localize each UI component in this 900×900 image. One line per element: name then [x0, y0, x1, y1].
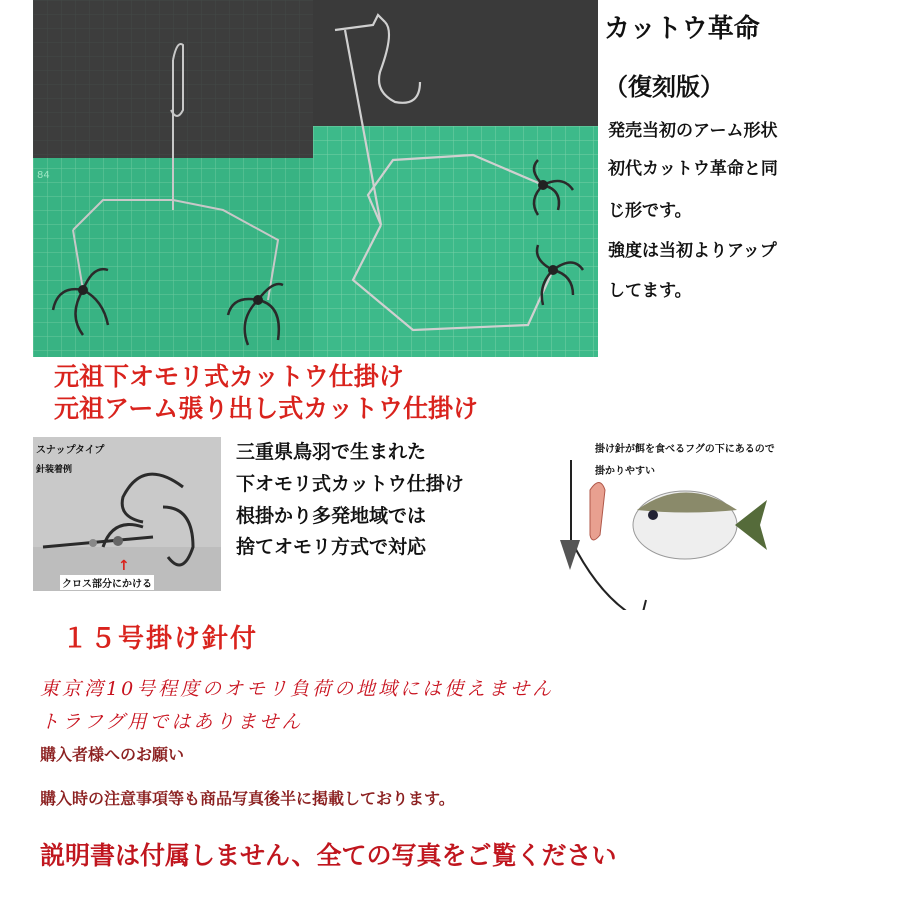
cross-part-label: クロス部分にかける: [60, 575, 154, 590]
product-desc-line: じ形です。: [608, 201, 692, 221]
origin-line: 捨てオモリ方式で対応: [236, 536, 427, 558]
headline-line-2: 元祖アーム張り出し式カットウ仕掛け: [54, 394, 479, 423]
origin-line: 三重県鳥羽で生まれた: [236, 441, 427, 463]
product-desc-line: 発売当初のアーム形状: [608, 121, 778, 141]
product-desc-line: してます。: [608, 281, 692, 301]
product-desc-line: 強度は当初よりアップ: [608, 241, 777, 261]
svg-text:84: 84: [37, 170, 50, 181]
product-photo-right: [313, 0, 598, 357]
arrow-icon: ↑: [118, 558, 130, 574]
hook-size-label: １５号掛け針付: [62, 624, 259, 654]
origin-line: 下オモリ式カットウ仕掛け: [236, 473, 464, 495]
purchase-heading: 購入者様へのお願い: [40, 745, 185, 764]
product-desc-line: 初代カットウ革命と同: [608, 159, 778, 179]
warning-line-1: 東京湾10号程度のオモリ負荷の地域には使えません: [40, 678, 555, 700]
headline-line-1: 元祖下オモリ式カットウ仕掛け: [54, 362, 404, 391]
fish-caption: 掛け針が餌を食べるフグの下にあるので: [595, 444, 775, 455]
product-edition: （復刻版）: [604, 73, 724, 101]
footer-notice: 説明書は付属しません、全ての写真をご覧ください: [40, 841, 617, 870]
fish-caption-sub: 掛かりやすい: [595, 466, 655, 477]
warning-line-2: トラフグ用ではありません: [40, 711, 304, 733]
shrimp-bait-icon: [590, 483, 605, 541]
product-photo-left: [33, 0, 313, 357]
fish-diagram: [555, 430, 815, 610]
product-title: カットウ革命: [604, 14, 760, 44]
purchase-note: 購入時の注意事項等も商品写真後半に掲載しております。: [40, 789, 455, 808]
pufferfish-icon: [633, 491, 767, 559]
origin-line: 根掛かり多発地域では: [236, 505, 427, 527]
snap-type-label: スナップタイプ: [36, 445, 105, 456]
hook-example-label: 針装着例: [36, 465, 73, 475]
sinker-icon: [560, 540, 580, 570]
